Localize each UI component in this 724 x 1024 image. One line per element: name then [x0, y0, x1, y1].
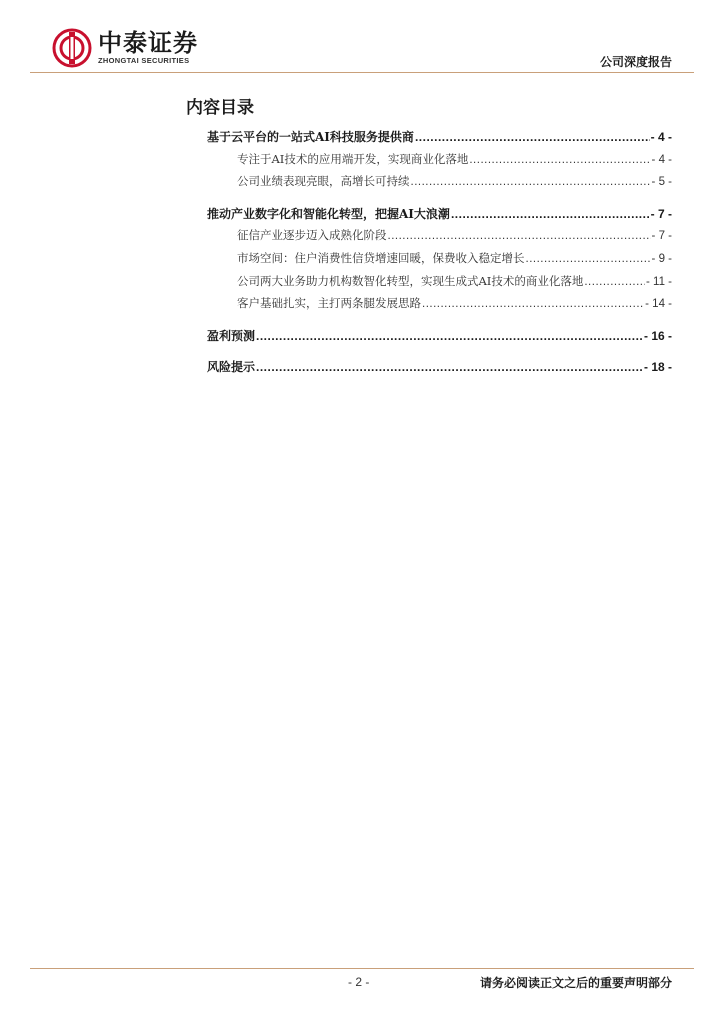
toc-dot-leader [256, 360, 643, 374]
header-divider [30, 72, 694, 73]
toc-dot-leader [584, 276, 645, 288]
toc-entry-subsection[interactable] [207, 273, 672, 296]
footer-disclaimer: 请务必阅读正文之后的重要声明部分 [479, 976, 672, 990]
toc-section-gap [207, 318, 672, 327]
toc-entry-subsection[interactable] [207, 151, 672, 174]
toc-entry-text: 盈利预测 [207, 328, 256, 343]
toc-entry-page: - 9 - [651, 252, 672, 265]
toc-entry-page: - 7 - [651, 230, 672, 243]
toc-entry-page: - 11 - [646, 275, 672, 288]
toc-entry-subsection[interactable] [207, 250, 672, 273]
report-type-label: 公司深度报告 [599, 55, 672, 69]
toc-section-gap [207, 349, 672, 358]
toc-dot-leader [411, 176, 651, 188]
toc-entry-text: 推动产业数字化和智能化转型，把握AI大浪潮 [207, 206, 450, 221]
page-number: - 2 - [348, 975, 370, 989]
footer-divider [30, 968, 694, 969]
toc-entry-section[interactable] [207, 327, 672, 350]
toc-dot-leader [415, 130, 650, 144]
toc-dot-leader [469, 154, 650, 166]
toc-entry-text: 公司业绩表现亮眼，高增长可持续 [237, 174, 410, 189]
toc-dot-leader [388, 230, 651, 242]
toc-entry-page: - 4 - [650, 130, 672, 144]
toc-entry-subsection[interactable] [207, 173, 672, 196]
toc-entry-text: 客户基础扎实，主打两条腿发展思路 [237, 296, 421, 311]
toc-entry-text: 公司两大业务助力机构数智化转型，实现生成式AI技术的商业化落地 [237, 273, 584, 288]
toc-dot-leader [256, 329, 643, 343]
toc-entry-text: 征信产业逐步迈入成熟化阶段 [237, 228, 387, 243]
toc-entry-text: 市场空间：住户消费性信贷增速回暖，保费收入稳定增长 [237, 250, 525, 265]
logo-english-name: ZHONGTAI SECURITIES [98, 56, 190, 65]
table-of-contents [207, 128, 672, 381]
toc-entry-page: - 18 - [643, 360, 672, 375]
toc-entry-page: - 16 - [643, 328, 672, 343]
zhongtai-logo-icon [52, 28, 92, 68]
toc-title: 内容目录 [186, 98, 254, 118]
toc-entry-subsection[interactable] [207, 227, 672, 250]
toc-entry-page: - 4 - [651, 153, 672, 166]
toc-dot-leader [526, 253, 651, 265]
toc-dot-leader [451, 207, 650, 221]
toc-entry-page: - 5 - [651, 176, 672, 189]
toc-entry-text: 基于云平台的一站式AI科技服务提供商 [207, 130, 414, 144]
toc-entry-text: 专注于AI技术的应用端开发，实现商业化落地 [237, 151, 469, 166]
toc-entry-text: 风险提示 [207, 360, 256, 375]
toc-entry-section[interactable] [207, 205, 672, 228]
logo-chinese-name: 中泰证券 [98, 29, 198, 57]
toc-entry-section[interactable] [207, 358, 672, 381]
toc-entry-subsection[interactable] [207, 295, 672, 318]
toc-section-gap [207, 196, 672, 205]
toc-entry-section[interactable] [207, 128, 672, 151]
company-logo [52, 28, 198, 68]
toc-entry-page: - 14 - [645, 298, 672, 311]
toc-dot-leader [422, 298, 644, 310]
toc-entry-page: - 7 - [650, 206, 672, 221]
